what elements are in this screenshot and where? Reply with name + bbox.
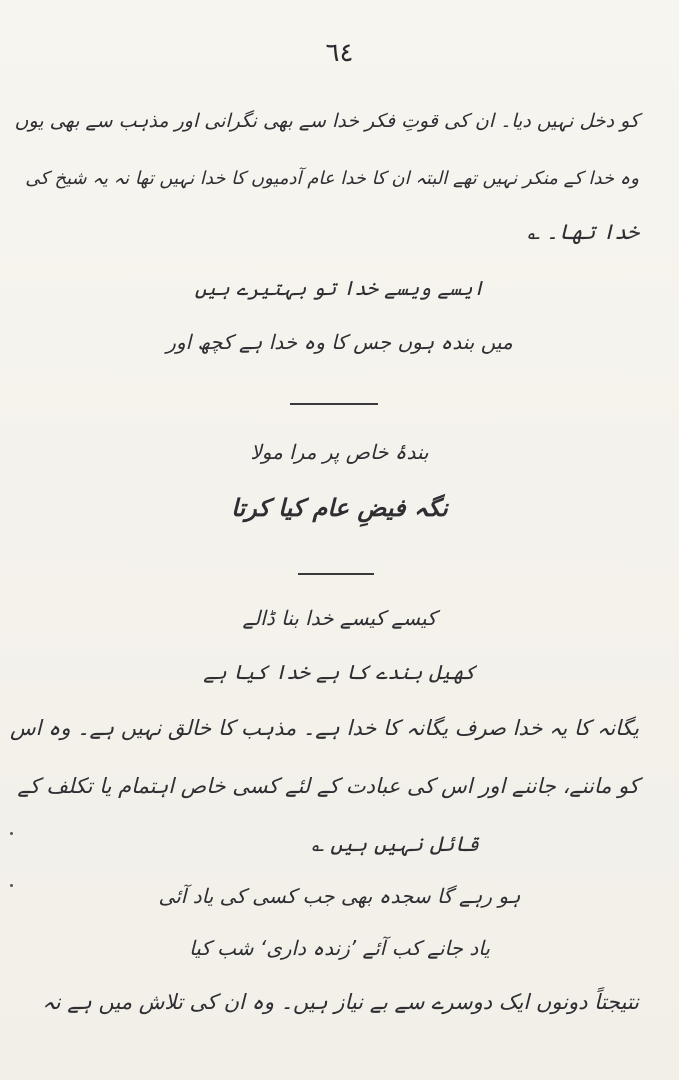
scan-speck xyxy=(10,832,13,835)
verse-2-line-2: نگہ فیضِ عام کیا کرتا xyxy=(231,494,448,522)
paragraph-1-line-3: خدا تھا۔ ؎ xyxy=(527,220,639,244)
paragraph-3-line-1: نتیجتاً دونوں ایک دوسرے سے بے نیاز ہیں۔ وہ ان کی تلاش میں ہے نہ xyxy=(42,990,639,1014)
verse-2-line-1: بندۂ خاص پر مرا مولا xyxy=(250,440,429,464)
verse-4-line-1: ہو رہے گا سجدہ بھی جب کسی کی یاد آئی xyxy=(158,884,521,908)
paragraph-2-line-1: یگانہ کا یہ خدا صرف یگانہ کا خدا ہے۔ مذہب کا خالق نہیں ہے۔ وہ اس xyxy=(9,716,639,740)
paragraph-2-line-3: قائل نہیں ہیں ؎ xyxy=(311,832,479,856)
scan-speck xyxy=(10,884,13,887)
verse-4-line-2: یاد جانے کب آئے ’زندہ داری‘ شب کیا xyxy=(189,936,490,960)
paragraph-1-line-2: وہ خدا کے منکر نہیں تھے البتہ ان کا خدا عام آدمیوں کا خدا نہیں تھا نہ یہ شیخ کی xyxy=(25,168,639,189)
section-divider xyxy=(298,573,374,575)
verse-1-line-1: ایسے ویسے خدا تو بہتیرے ہیں xyxy=(194,276,485,300)
verse-3-line-2: کھیل بندے کا ہے خدا کیا ہے xyxy=(203,660,476,684)
verse-1-line-2: میں بندہ ہوں جس کا وہ خدا ہے کچھ اور xyxy=(166,330,513,354)
paragraph-1-line-1: کو دخل نہیں دیا۔ ان کی قوتِ فکر خدا سے بھی نگرانی اور مذہب سے بھی یوں xyxy=(14,110,639,132)
paragraph-2-line-2: کو ماننے، جاننے اور اس کی عبادت کے لئے کسی خاص اہتمام یا تکلف کے xyxy=(17,774,639,798)
section-divider xyxy=(290,403,378,405)
verse-3-line-1: کیسے کیسے خدا بنا ڈالے xyxy=(242,606,437,630)
page-number: ٦٤ xyxy=(325,38,354,68)
